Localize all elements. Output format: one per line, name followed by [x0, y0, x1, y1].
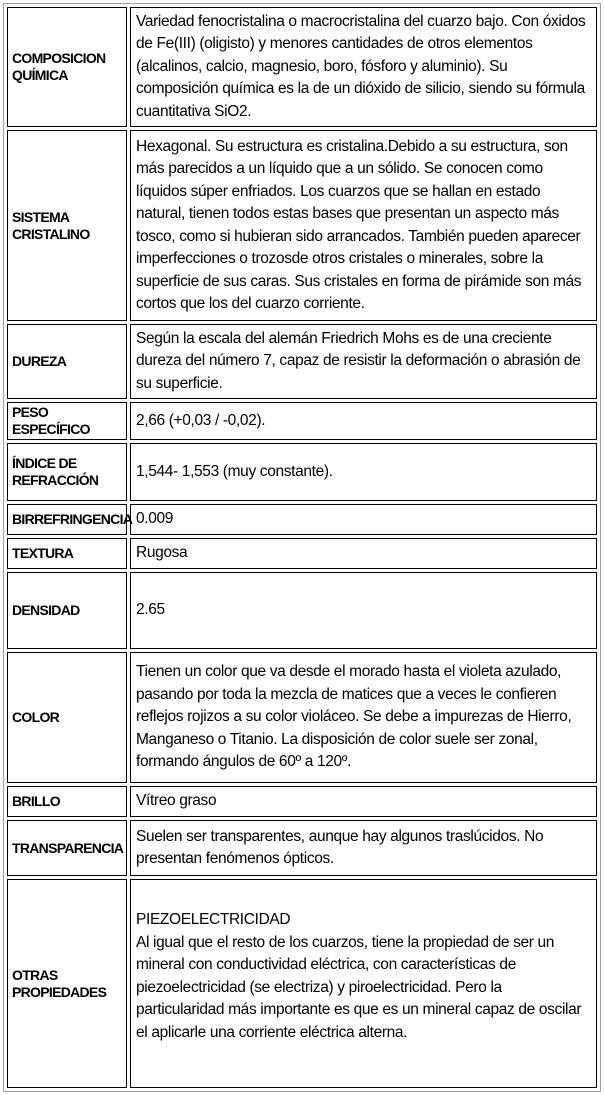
table-row: [7, 820, 597, 876]
property-value-composicion: Variedad fenocristalina o macrocristalina del cuarzo bajo. Con óxidos de Fe(III) (oligisto) y menores cantidades de otros elementos (alcalinos, calcio, magnesio, boro, fósforo y aluminio). Su composición química es la de un dióxido de silicio, siendo su fórmula cuantitativa SiO2.: [130, 7, 597, 127]
property-label-transparencia: TRANSPARENCIA: [7, 820, 127, 876]
property-value-brillo: Vítreo graso: [130, 786, 597, 817]
property-label-indice-refraccion: ÍNDICE DE REFRACCIÓN: [7, 443, 127, 501]
piezoelectricidad-text: Al igual que el resto de los cuarzos, tiene la propiedad de ser un mineral con conductividad eléctrica, con características de piezoelectricidad (se electriza) y piroelectricidad. Pero la particularidad más importante es que es un mineral capaz de oscilar el aplicarle una corriente eléctrica alterna.: [136, 933, 582, 1041]
property-value-otras-propiedades: [130, 879, 597, 1088]
table-row: [7, 402, 597, 440]
table-row: [7, 130, 597, 321]
property-value-textura: Rugosa: [130, 538, 597, 569]
table-row: [7, 572, 597, 649]
property-value-color: Tienen un color que va desde el morado hasta el violeta azulado, pasando por toda la mezcla de matices que a veces le confieren reflejos rojizos a su color violáceo. Se debe a impurezas de Hierro, Manganeso o Titanio. La disposición de color suele ser zonal, formando ángulos de 60º a 120º.: [130, 652, 597, 783]
property-value-sistema-cristalino: Hexagonal. Su estructura es cristalina.Debido a su estructura, son más parecidos a un líquido que a un sólido. Se conocen como líquidos súper enfriados. Los cuarzos que se hallan en estado natural, tienen todos estas bases que presentan un aspecto más tosco, como si hubieran sido arrancados. También pueden aparecer imperfecciones o trozosde otros cristales o minerales, sobre la superficie de sus caras. Sus cristales en forma de pirámide son más cortos que los del cuarzo corriente.: [130, 130, 597, 321]
property-label-birrefringencia: BIRREFRINGENCIA: [7, 504, 127, 535]
property-value-dureza: Según la escala del alemán Friedrich Mohs es de una creciente dureza del número 7, capaz de resistir la deformación o abrasión de su superficie.: [130, 324, 597, 399]
mineral-properties-table: [3, 3, 601, 1092]
property-label-dureza: DUREZA: [7, 324, 127, 399]
table-row: [7, 879, 597, 1088]
property-value-transparencia: Suelen ser transparentes, aunque hay algunos traslúcidos. No presentan fenómenos ópticos.: [130, 820, 597, 876]
table-row: [7, 786, 597, 817]
table-row: [7, 7, 597, 127]
property-value-birrefringencia: 0.009: [130, 504, 597, 535]
piezoelectricidad-heading: PIEZOELECTRICIDAD: [136, 911, 291, 928]
property-label-peso-especifico: PESO ESPECÍFICO: [7, 402, 127, 440]
table-row: [7, 538, 597, 569]
table-row: [7, 324, 597, 399]
property-label-brillo: BRILLO: [7, 786, 127, 817]
table-row: [7, 652, 597, 783]
property-label-textura: TEXTURA: [7, 538, 127, 569]
property-value-indice-refraccion: 1,544- 1,553 (muy constante).: [130, 443, 597, 501]
property-value-densidad: 2.65: [130, 572, 597, 649]
property-label-color: COLOR: [7, 652, 127, 783]
property-label-sistema-cristalino: SISTEMA CRISTALINO: [7, 130, 127, 321]
property-value-peso-especifico: 2,66 (+0,03 / -0,02).: [130, 402, 597, 440]
property-label-densidad: DENSIDAD: [7, 572, 127, 649]
table-row: [7, 504, 597, 535]
property-label-composicion: COMPOSICION QUÍMICA: [7, 7, 127, 127]
table-row: [7, 443, 597, 501]
property-label-otras-propiedades: OTRAS PROPIEDADES: [7, 879, 127, 1088]
